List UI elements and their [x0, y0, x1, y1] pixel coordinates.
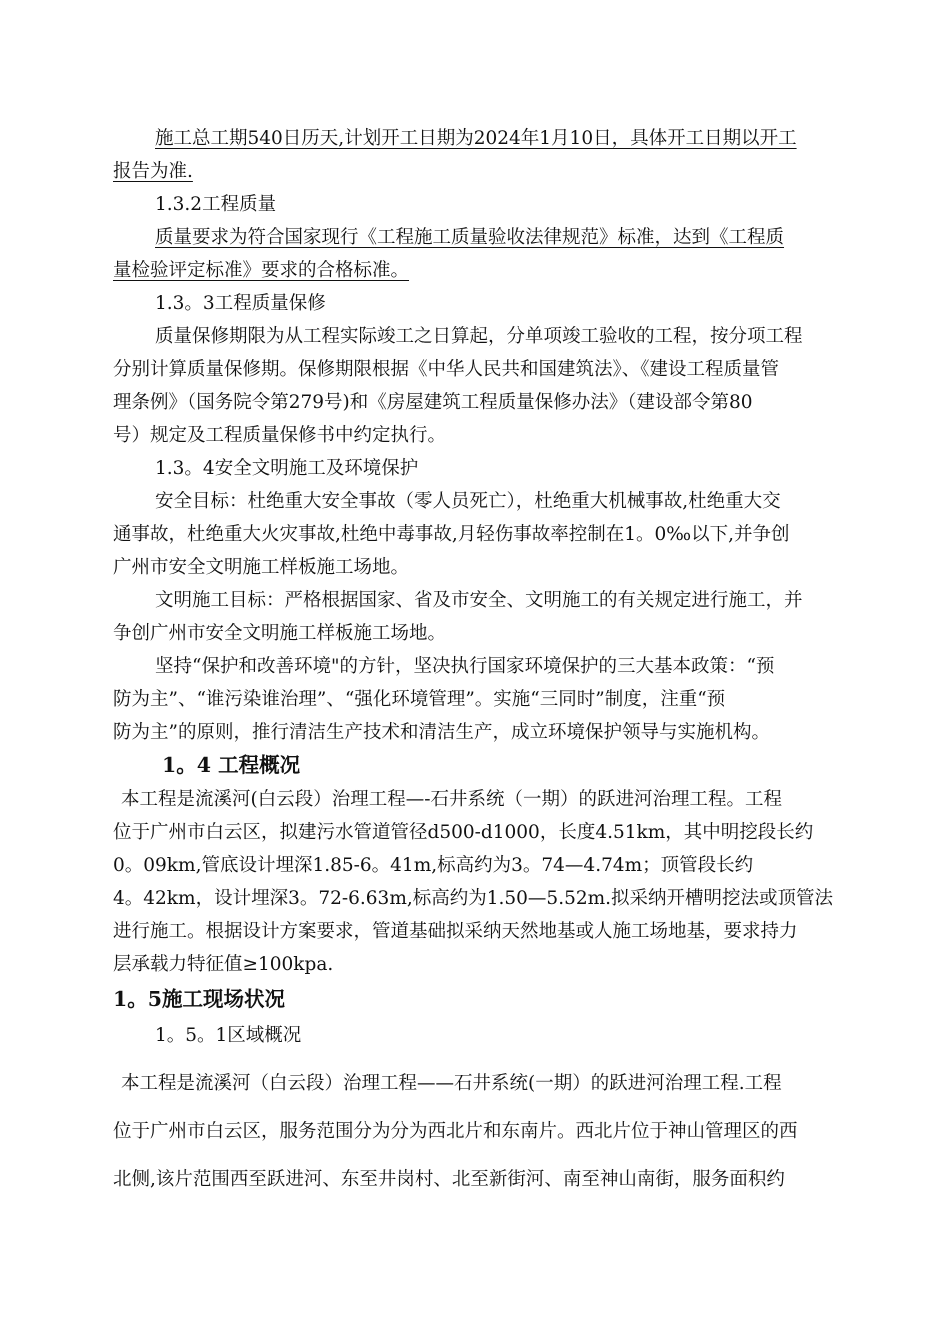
- paragraph-line: 本工程是流溪河(白云段）治理工程—-石井系统（一期）的跃进河治理工程。工程: [121, 789, 782, 810]
- paragraph-line: 位于广州市白云区，拟建污水管道管径d500-d1000，长度4.51km，其中明挖段长约: [113, 822, 814, 843]
- paragraph-line: 争创广州市安全文明施工样板施工场地。: [113, 623, 447, 644]
- paragraph-line: 施工总工期540日历天,计划开工日期为2024年1月10日，具体开工日期以开工: [155, 128, 797, 149]
- subsection-heading: 1.3。4安全文明施工及环境保护: [155, 458, 419, 479]
- subsection-heading: 1.3.2工程质量: [155, 194, 277, 215]
- paragraph-line: 量检验评定标准》要求的合格标准。: [113, 260, 410, 281]
- paragraph-line: 文明施工目标：严格根据国家、省及市安全、文明施工的有关规定进行施工，并: [155, 590, 803, 611]
- paragraph-line: 广州市安全文明施工样板施工场地。: [113, 557, 410, 578]
- paragraph-line: 本工程是流溪河（白云段）治理工程——石井系统(一期）的跃进河治理工程.工程: [121, 1073, 782, 1094]
- paragraph-line: 北侧,该片范围西至跃进河、东至井岗村、北至新街河、南至神山南街，服务面积约: [113, 1169, 785, 1190]
- paragraph-line: 层承载力特征值≥100kpa.: [113, 954, 334, 975]
- paragraph-line: 防为主”、“谁污染谁治理”、“强化环境管理”。实施“三同时”制度，注重“预: [113, 689, 726, 710]
- paragraph-line: 分别计算质量保修期。保修期限根据《中华人民共和国建筑法》、《建设工程质量管: [113, 359, 780, 380]
- paragraph-line: 安全目标：杜绝重大安全事故（零人员死亡），杜绝重大机械事故,杜绝重大交: [155, 491, 781, 512]
- paragraph-line: 通事故，杜绝重大火灾事故,杜绝中毒事故,月轻伤事故率控制在1。0‰以下,并争创: [113, 524, 790, 545]
- paragraph-line: 号）规定及工程质量保修书中约定执行。: [113, 425, 447, 446]
- paragraph-line: 报告为准.: [113, 161, 193, 182]
- paragraph-line: 0。09km,管底设计埋深1.85-6。41m,标高约为3。74—4.74m；顶管段长约: [113, 855, 754, 876]
- paragraph-line: 进行施工。根据设计方案要求，管道基础拟采纳天然地基或人施工场地基，要求持力: [113, 921, 798, 942]
- paragraph-line: 4。42km，设计埋深3。72-6.63m,标高约为1.50—5.52m.拟采纳开槽明挖法或顶管法: [113, 888, 834, 909]
- section-heading: 1。4 工程概况: [162, 753, 301, 777]
- paragraph-line: 位于广州市白云区，服务范围分为分为西北片和东南片。西北片位于神山管理区的西: [113, 1121, 798, 1142]
- section-heading: 1。5施工现场状况: [113, 987, 286, 1011]
- paragraph-line: 质量保修期限为从工程实际竣工之日算起，分单项竣工验收的工程，按分项工程: [155, 326, 803, 347]
- paragraph-line: 防为主”的原则，推行清洁生产技术和清洁生产，成立环境保护领导与实施机构。: [113, 722, 770, 743]
- subsection-heading: 1。5。1区域概况: [155, 1025, 302, 1046]
- subsection-heading: 1.3。3工程质量保修: [155, 293, 326, 314]
- paragraph-line: 质量要求为符合国家现行《工程施工质量验收法律规范》标准，达到《工程质: [155, 227, 785, 248]
- paragraph-line: 理条例》（国务院令第279号)和《房屋建筑工程质量保修办法》（建设部令第80: [113, 392, 753, 413]
- paragraph-line: 坚持“保护和改善环境"的方针，坚决执行国家环境保护的三大基本政策：“预: [155, 656, 775, 677]
